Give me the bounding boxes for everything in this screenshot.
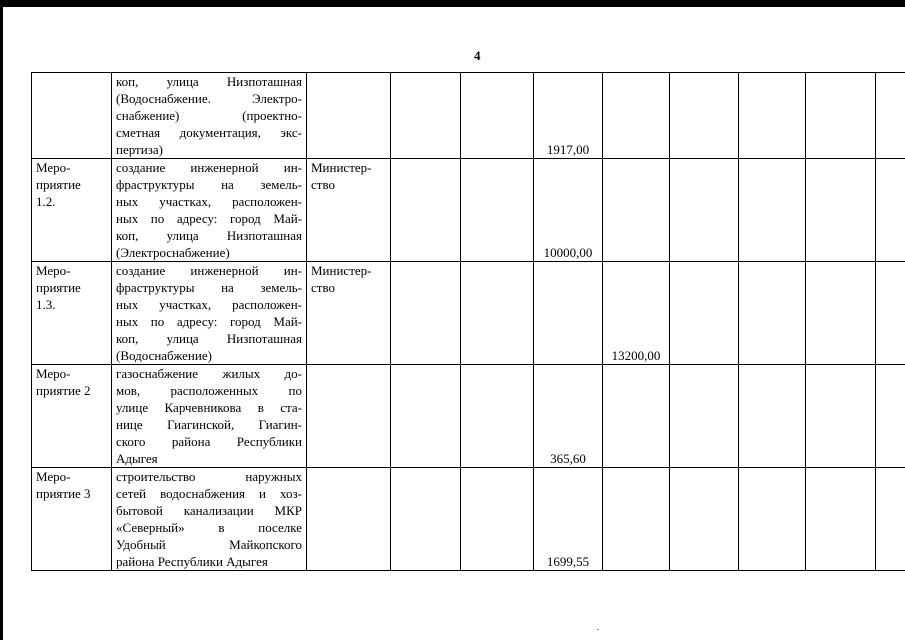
description-line: снабжение) (проектно- <box>116 108 302 123</box>
empty-cell <box>461 468 534 571</box>
description-line: ных по адресу: город Май- <box>116 314 302 329</box>
amount-cell <box>603 159 670 262</box>
description-line: ных участках, расположен- <box>116 194 302 209</box>
amount-cell: 10000,00 <box>534 159 603 262</box>
empty-cell <box>670 73 739 159</box>
description-line: сметная документация, экс- <box>116 125 302 140</box>
description-line: Удобный Майкопского <box>116 537 302 552</box>
amount-cell: 1699,55 <box>534 468 603 571</box>
amount-cell <box>603 73 670 159</box>
empty-cell <box>391 262 461 365</box>
empty-cell <box>876 262 905 365</box>
executor-cell <box>307 468 391 571</box>
scan-border-top <box>0 0 905 7</box>
empty-cell <box>461 159 534 262</box>
executor-cell: Министер- ство <box>307 159 391 262</box>
executor-cell <box>307 365 391 468</box>
scan-border-left <box>0 0 3 640</box>
empty-cell <box>391 73 461 159</box>
scan-speck <box>597 629 599 630</box>
event-cell: Меро- приятие 3 <box>32 468 112 571</box>
description-line: (Электроснабжение) <box>116 245 230 260</box>
description-line: строительство наружных <box>116 469 302 484</box>
amount-cell <box>534 262 603 365</box>
empty-cell <box>876 468 905 571</box>
event-cell <box>32 73 112 159</box>
empty-cell <box>391 159 461 262</box>
table-row <box>32 73 905 159</box>
description-cell <box>112 159 307 262</box>
amount-cell <box>603 468 670 571</box>
description-line: ных участках, расположен- <box>116 297 302 312</box>
description-line: мов, расположенных по <box>116 383 302 398</box>
description-line: фраструктуры на земель- <box>116 177 302 192</box>
empty-cell <box>461 365 534 468</box>
empty-cell <box>806 262 876 365</box>
empty-cell <box>391 365 461 468</box>
description-line: сетей водоснабжения и хоз- <box>116 486 302 501</box>
page-number: 4 <box>474 48 481 63</box>
description-line: коп, улица Низпоташная <box>116 331 302 346</box>
executor-cell: Министер- ство <box>307 262 391 365</box>
amount-cell: 1917,00 <box>534 73 603 159</box>
event-cell: Меро- приятие 1.2. <box>32 159 112 262</box>
empty-cell <box>806 159 876 262</box>
description-line: ных по адресу: город Май- <box>116 211 302 226</box>
empty-cell <box>461 262 534 365</box>
description-line: бытовой канализации МКР <box>116 503 302 518</box>
description-line: улице Карчевникова в ста- <box>116 400 302 415</box>
description-line: Адыгея <box>116 451 158 466</box>
amount-cell <box>603 365 670 468</box>
event-cell: Меро- приятие 2 <box>32 365 112 468</box>
description-line: коп, улица Низпоташная <box>116 74 302 89</box>
executor-cell <box>307 73 391 159</box>
description-line: газоснабжение жилых до- <box>116 366 302 381</box>
description-line: района Республики Адыгея <box>116 554 268 569</box>
table-row <box>32 468 905 571</box>
empty-cell <box>670 262 739 365</box>
description-line: нице Гиагинской, Гиагин- <box>116 417 302 432</box>
description-line: (Водоснабжение. Электро- <box>116 91 302 106</box>
description-cell <box>112 262 307 365</box>
empty-cell <box>806 73 876 159</box>
description-line: фраструктуры на земель- <box>116 280 302 295</box>
budget-table <box>31 72 905 571</box>
amount-cell: 13200,00 <box>603 262 670 365</box>
empty-cell <box>739 159 806 262</box>
empty-cell <box>876 365 905 468</box>
empty-cell <box>670 468 739 571</box>
empty-cell <box>876 73 905 159</box>
empty-cell <box>670 365 739 468</box>
event-cell: Меро- приятие 1.3. <box>32 262 112 365</box>
description-line: ского района Республики <box>116 434 302 449</box>
empty-cell <box>391 468 461 571</box>
description-line: «Северный» в поселке <box>116 520 302 535</box>
empty-cell <box>739 468 806 571</box>
description-line: создание инженерной ин- <box>116 263 302 278</box>
table-row <box>32 365 905 468</box>
description-cell <box>112 365 307 468</box>
description-line: пертиза) <box>116 142 163 157</box>
table-row <box>32 159 905 262</box>
empty-cell <box>806 365 876 468</box>
description-cell <box>112 468 307 571</box>
empty-cell <box>876 159 905 262</box>
description-cell <box>112 73 307 159</box>
empty-cell <box>670 159 739 262</box>
description-line: коп, улица Низпоташная <box>116 228 302 243</box>
description-line: создание инженерной ин- <box>116 160 302 175</box>
empty-cell <box>461 73 534 159</box>
empty-cell <box>739 365 806 468</box>
table-row <box>32 262 905 365</box>
description-line: (Водоснабжение) <box>116 348 212 363</box>
amount-cell: 365,60 <box>534 365 603 468</box>
empty-cell <box>739 262 806 365</box>
empty-cell <box>806 468 876 571</box>
empty-cell <box>739 73 806 159</box>
